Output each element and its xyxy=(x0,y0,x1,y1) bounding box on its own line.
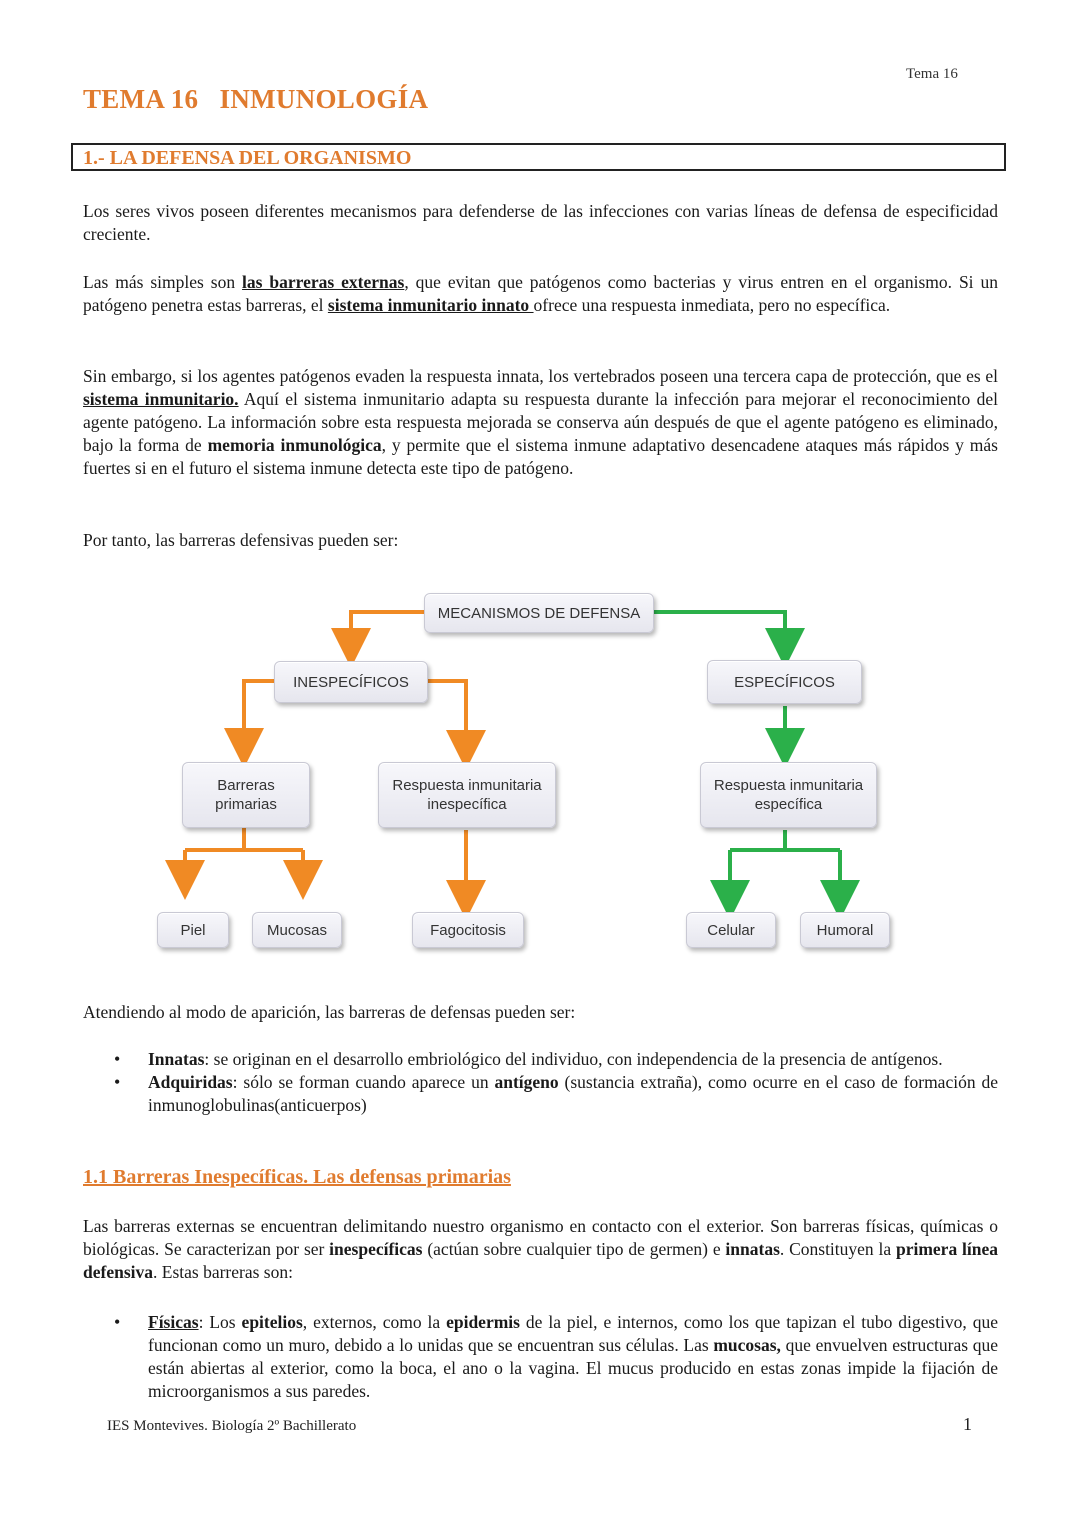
term-adquiridas: Adquiridas xyxy=(148,1072,233,1092)
list-item-adquiridas xyxy=(110,1071,998,1117)
list-aparicion xyxy=(110,1048,998,1117)
node-fagocitosis: Fagocitosis xyxy=(412,912,524,948)
header-tema-label: Tema 16 xyxy=(906,66,958,82)
node-mucosas: Mucosas xyxy=(252,912,342,948)
paragraph-text: Las más simples son xyxy=(83,272,243,292)
arrow-inespecificos-barreras xyxy=(244,681,274,748)
list-item-text: (sustancia extraña), como ocurre en el caso de formación de inmunoglobulinas(anticuerpos) xyxy=(148,1072,998,1115)
paragraph-text: ofrece una respuesta inmediata, pero no específica. xyxy=(533,295,891,315)
term-fisicas: Físicas xyxy=(148,1312,199,1332)
paragraph-text: Aquí el sistema inmunitario adapta su respuesta durante la infección para mejorar el reconocimiento del agente patógeno. La información sobre esta respuesta mejorada se conserva aún después de que el agente patógeno es eliminado, bajo la forma de xyxy=(83,389,998,455)
term-mucosas: mucosas, xyxy=(713,1335,781,1355)
paragraph-text: Las barreras externas se encuentran delimitando nuestro organismo en contacto con el exterior. Son barreras físicas, químicas o biológicas. Se caracterizan por ser xyxy=(83,1216,998,1259)
node-inespecificos: INESPECÍFICOS xyxy=(274,661,428,703)
list-item-fisicas xyxy=(110,1311,998,1403)
list-item-text: : se originan en el desarrollo embriológico del individuo, con independencia de la presencia de antígenos. xyxy=(204,1049,943,1069)
node-celular: Celular xyxy=(686,912,776,948)
paragraph-text: . Estas barreras son: xyxy=(153,1262,293,1282)
arrow-especifica-split xyxy=(730,830,840,850)
node-especificos: ESPECÍFICOS xyxy=(707,660,862,704)
page-number: 1 xyxy=(963,1414,972,1434)
list-item-text: : Los xyxy=(198,1312,242,1332)
term-antigeno: antígeno xyxy=(494,1072,559,1092)
paragraph-text: Por tanto, las barreras defensivas pueden ser: xyxy=(83,530,399,550)
paragraph-aparicion xyxy=(83,1001,998,1024)
term-innatas-inline: innatas xyxy=(725,1239,780,1259)
subsection-title xyxy=(83,1166,511,1189)
list-item-text: de la piel, e internos, como los que tapizan el tubo digestivo, que funcionan como un muro, debido a lo unidas que se encuentran sus células. Las xyxy=(148,1312,998,1355)
footer-school: IES Montevives. Biología 2º Bachillerato xyxy=(107,1418,357,1434)
term-innatas: Innatas xyxy=(148,1049,205,1069)
term-epitelios: epitelios xyxy=(241,1312,303,1332)
arrow-barreras-split xyxy=(185,828,303,850)
subsection-title-text: Barreras Inespecíficas. Las defensas primarias xyxy=(108,1166,511,1188)
node-barreras-primarias: Barreras primarias xyxy=(182,762,310,828)
term-memoria: memoria inmunológica xyxy=(207,435,382,455)
node-respuesta-especifica: Respuesta inmunitaria específica xyxy=(700,762,877,828)
list-barreras-tipos xyxy=(110,1311,998,1403)
paragraph-text: . Constituyen la xyxy=(779,1239,896,1259)
paragraph-text: (actúan sobre cualquier tipo de germen) e xyxy=(422,1239,726,1259)
node-piel: Piel xyxy=(157,912,229,948)
paragraph-text: , y permite que el sistema inmune adaptativo desencadene ataques más rápidos y más fuertes si en el futuro el sistema inmune detecta este tipo de patógeno. xyxy=(83,435,998,478)
term-inespecificas: inespecíficas xyxy=(329,1239,423,1259)
paragraph-text: Atendiendo al modo de aparición, las barreras de defensas pueden ser: xyxy=(83,1002,576,1022)
list-item-text: que envuelven estructuras que están abiertas al exterior, como la boca, el ano o la vagina. El mucus producido en estas zonas impide la fijación de microorganismos a sus paredes. xyxy=(148,1335,998,1401)
node-respuesta-inespecifica: Respuesta inmunitaria inespecífica xyxy=(378,762,556,828)
arrow-root-especificos xyxy=(654,612,785,648)
list-item-innatas xyxy=(110,1048,998,1071)
paragraph-text: Los seres vivos poseen diferentes mecanismos para defenderse de las infecciones con varias líneas de defensa de especificidad creciente. xyxy=(83,201,998,244)
node-humoral: Humoral xyxy=(800,912,890,948)
section-title: 1.- LA DEFENSA DEL ORGANISMO xyxy=(83,147,412,169)
term-barreras-externas: las barreras externas xyxy=(242,272,405,292)
term-primera-linea: primera línea defensiva xyxy=(83,1239,998,1282)
subsection-number: 1.1 xyxy=(83,1166,108,1188)
paragraph-barreras-externas xyxy=(83,1215,998,1284)
term-sistema-inmunitario: sistema inmunitario. xyxy=(83,389,239,409)
list-item-text: , externos, como la xyxy=(302,1312,447,1332)
paragraph-text: Sin embargo, si los agentes patógenos evaden la respuesta innata, los vertebrados poseen una tercera capa de protección, que es el xyxy=(83,366,998,386)
term-sistema-innato: sistema inmunitario innato xyxy=(327,295,534,315)
page-title: TEMA 16 INMUNOLOGÍA xyxy=(83,84,429,114)
paragraph-text: , que evitan que patógenos como bacterias y virus entren en el organismo. Si un patógeno penetra estas barreras, el xyxy=(83,272,998,315)
arrow-root-inespecificos xyxy=(351,612,424,648)
node-mecanismos: MECANISMOS DE DEFENSA xyxy=(424,593,654,633)
arrow-inespecificos-respuesta xyxy=(428,681,466,750)
list-item-text: : sólo se forman cuando aparece un xyxy=(232,1072,495,1092)
term-epidermis: epidermis xyxy=(446,1312,520,1332)
